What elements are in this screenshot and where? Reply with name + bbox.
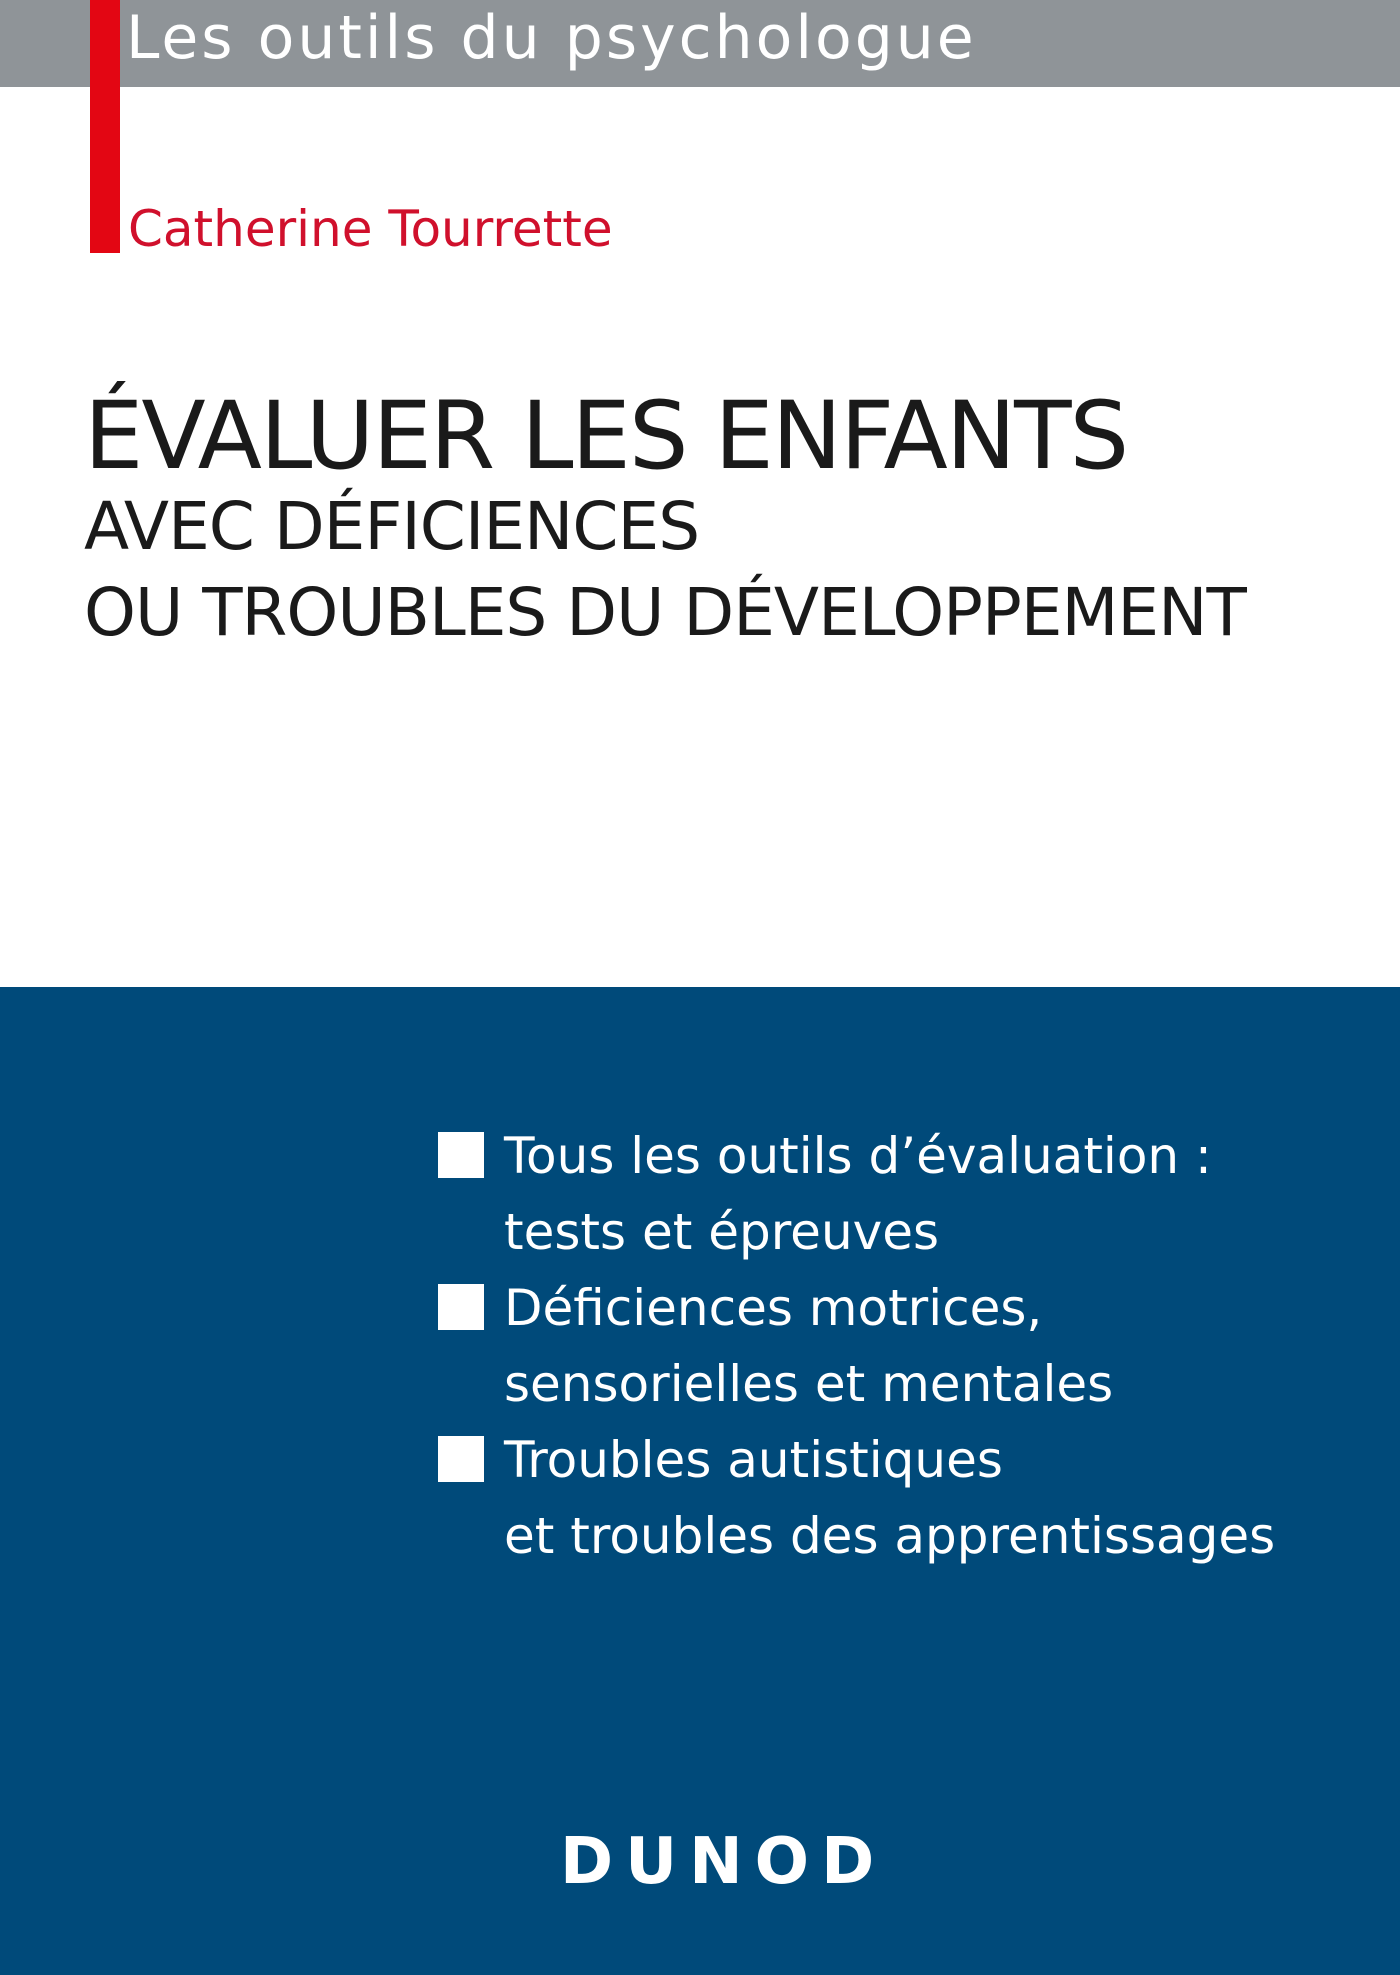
book-subtitle-line-1: AVEC DÉFICIENCES (84, 488, 700, 565)
author-name: Catherine Tourrette (128, 200, 613, 258)
square-bullet-icon (438, 1132, 484, 1178)
feature-item (438, 1118, 1275, 1270)
feature-list (438, 1118, 1275, 1574)
feature-item (438, 1422, 1275, 1574)
publisher-logo: DUNOD (560, 1825, 887, 1899)
feature-item (438, 1270, 1275, 1422)
book-subtitle-line-2: OU TROUBLES DU DÉVELOPPEMENT (84, 574, 1246, 651)
accent-rule (90, 0, 120, 253)
series-title: Les outils du psychologue (126, 3, 977, 73)
feature-text: Tous les outils d’évaluation : (504, 1127, 1212, 1185)
feature-text: sensorielles et mentales (504, 1355, 1114, 1413)
feature-text: et troubles des apprentissages (504, 1507, 1276, 1565)
book-title: ÉVALUER LES ENFANTS (84, 382, 1128, 491)
feature-text: Troubles autistiques (504, 1431, 1003, 1489)
square-bullet-icon (438, 1436, 484, 1482)
feature-text: tests et épreuves (504, 1203, 940, 1261)
square-bullet-icon (438, 1284, 484, 1330)
feature-text: Déficiences motrices, (504, 1279, 1043, 1337)
